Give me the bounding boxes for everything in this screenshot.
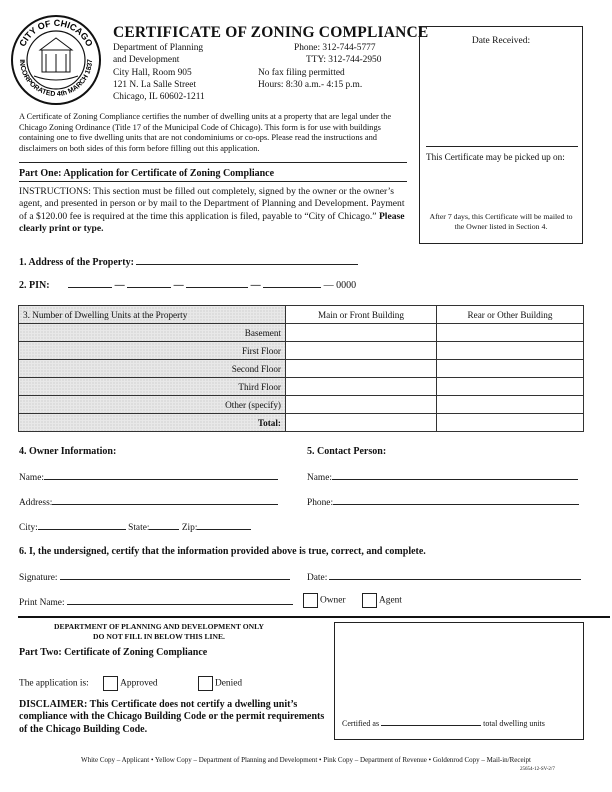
signature-field	[19, 570, 290, 583]
table-header-rear: Rear or Other Building	[437, 306, 584, 324]
intro-text: A Certificate of Zoning Compliance certifies the number of dwelling units at a property that are legal under the Chicago Zoning Ordinance (Title 17 of the Municipal Code of Chicago). This form is for use with buildings containing one to five dwelling units that are not condominiums or co-ops. Please read the instructions and disclaimers on both sides of this form before filling out this application.	[19, 112, 392, 153]
rear-building-cell[interactable]	[437, 378, 584, 396]
pin-segment-input[interactable]	[186, 278, 248, 288]
dwelling-units-table	[18, 305, 584, 432]
agent-checkbox-field	[362, 593, 402, 608]
contact-phone-input[interactable]	[333, 495, 579, 505]
part-two-title: Part Two: Certificate of Zoning Compliance	[19, 647, 208, 658]
dept-line: Department of Planning	[113, 43, 204, 53]
owner-name-input[interactable]	[44, 470, 278, 480]
contact-phone-field	[307, 495, 579, 508]
tty-number: TTY: 312-744-2950	[306, 55, 382, 66]
owner-address-label: Address:	[19, 498, 53, 508]
instructions-emphasis: Please clearly print or type.	[19, 210, 405, 235]
fax-note: No fax filing permitted	[258, 67, 345, 78]
dept-line: City Hall, Room 905	[113, 67, 192, 78]
row-label: Second Floor	[19, 360, 286, 378]
main-building-cell[interactable]	[286, 342, 437, 360]
pickup-divider	[426, 146, 578, 147]
print-name-label: Print Name:	[19, 598, 65, 608]
property-address-field	[19, 255, 358, 268]
divider	[19, 181, 407, 182]
application-status-field	[19, 676, 242, 691]
svg-text:INCORPORATED 4th MARCH 1837: INCORPORATED 4th MARCH 1837	[17, 59, 95, 99]
print-name-field	[19, 595, 293, 608]
property-address-label: 1. Address of the Property:	[19, 257, 134, 268]
contact-name-label: Name:	[307, 473, 332, 483]
date-received-label: Date Received:	[471, 36, 531, 46]
contact-name-field	[307, 470, 578, 483]
certified-units-input[interactable]	[381, 716, 481, 726]
pin-segment-input[interactable]	[127, 278, 171, 288]
dept-line: 121 N. La Salle Street	[113, 79, 197, 90]
form-number: 25654-12-SV-2/7	[520, 767, 555, 772]
owner-name-label: Name:	[19, 473, 44, 483]
rear-building-cell[interactable]	[437, 360, 584, 378]
row-label: First Floor	[19, 342, 286, 360]
owner-checkbox[interactable]	[303, 593, 318, 608]
pin-segment-input[interactable]	[68, 278, 112, 288]
pin-field: 2. PIN: — — — — 0000	[19, 280, 357, 291]
owner-section-title: 4. Owner Information:	[19, 446, 117, 457]
row-label: Third Floor	[19, 378, 286, 396]
certified-units-field	[342, 716, 545, 728]
dept-only-notice	[20, 622, 298, 642]
mail-notice: After 7 days, this Certificate will be mailed to the Owner listed in Section 4.	[429, 212, 573, 231]
copy-distribution-footer: White Copy – Applicant • Yellow Copy – Department of Planning and Development • Pink Copy – Department of Revenue • Goldenrod Copy – Mail-in/Receipt	[80, 756, 532, 764]
rear-building-cell[interactable]	[437, 342, 584, 360]
phone-number: Phone: 312-744-5777	[294, 43, 376, 53]
pin-suffix: — 0000	[323, 280, 357, 291]
total-units-label: total dwelling units	[483, 719, 545, 728]
certify-statement: 6. I, the undersigned, certify that the information provided above is true, correct, and complete.	[19, 546, 426, 557]
owner-state-input[interactable]	[149, 520, 179, 530]
signature-input[interactable]	[60, 570, 290, 580]
main-building-cell[interactable]	[286, 360, 437, 378]
dept-only-line: DO NOT FILL IN BELOW THIS LINE.	[93, 632, 225, 641]
table-row	[19, 414, 584, 432]
row-label-total: Total:	[19, 414, 286, 432]
date-field	[307, 570, 581, 583]
contact-section-title: 5. Contact Person:	[307, 446, 387, 457]
office-hours: Hours: 8:30 a.m.- 4:15 p.m.	[258, 79, 363, 90]
contact-phone-label: Phone:	[307, 498, 334, 508]
table-row	[19, 342, 584, 360]
row-label: Basement	[19, 324, 286, 342]
signature-label: Signature:	[19, 573, 58, 583]
application-status-label: The application is:	[19, 678, 89, 689]
approved-label: Approved	[120, 678, 158, 689]
table-row	[19, 360, 584, 378]
owner-checkbox-field	[303, 593, 346, 608]
main-building-cell[interactable]	[286, 378, 437, 396]
agent-checkbox-label: Agent	[379, 595, 402, 606]
part-one-title: Part One: Application for Certificate of Zoning Compliance	[19, 168, 275, 179]
dept-line: and Development	[113, 55, 180, 66]
print-name-input[interactable]	[67, 595, 293, 605]
form-title: CERTIFICATE OF ZONING COMPLIANCE	[113, 24, 429, 41]
main-building-cell[interactable]	[286, 396, 437, 414]
contact-info	[258, 42, 381, 91]
table-header-row	[19, 306, 584, 324]
owner-city-input[interactable]	[38, 520, 126, 530]
rear-building-cell[interactable]	[437, 396, 584, 414]
owner-zip-label: Zip:	[181, 523, 198, 533]
owner-address-field	[19, 495, 278, 508]
owner-checkbox-label: Owner	[320, 595, 346, 606]
agent-checkbox[interactable]	[362, 593, 377, 608]
property-address-input[interactable]	[136, 255, 358, 265]
table-row	[19, 324, 584, 342]
section-divider	[18, 616, 610, 618]
main-building-total-cell[interactable]	[286, 414, 437, 432]
owner-state-label: State:	[128, 523, 150, 533]
pin-label: 2. PIN:	[19, 280, 50, 291]
certified-as-label: Certified as	[342, 719, 380, 728]
main-building-cell[interactable]	[286, 324, 437, 342]
table-row	[19, 396, 584, 414]
contact-name-input[interactable]	[332, 470, 578, 480]
owner-name-field	[19, 470, 278, 483]
rear-building-cell[interactable]	[437, 324, 584, 342]
disclaimer: DISCLAIMER: This Certificate does not certify a dwelling unit’s compliance with the Chicago Building Code or the permit requirements of the Chicago Building Code.	[19, 699, 325, 735]
divider	[19, 162, 407, 163]
owner-zip-input[interactable]	[197, 520, 251, 530]
date-input[interactable]	[329, 570, 581, 580]
row-label: Other (specify)	[19, 396, 286, 414]
instructions-text: INSTRUCTIONS: This section must be filled out completely, signed by the owner or the owner’s agent, and presented in person or by mail to the Department of Planning and Development. Payment of a $120.00 fee is required at the time this application is filed, payable to “City of Chicago.”	[19, 186, 405, 222]
approved-checkbox[interactable]	[103, 676, 118, 691]
pin-segment-input[interactable]	[263, 278, 321, 288]
city-seal-logo	[10, 14, 102, 106]
owner-city-field	[19, 520, 251, 533]
table-header-units: 3. Number of Dwelling Units at the Property	[19, 306, 286, 324]
table-header-main: Main or Front Building	[286, 306, 437, 324]
table-row	[19, 378, 584, 396]
dept-line: Chicago, IL 60602-1211	[113, 92, 205, 103]
denied-label: Denied	[214, 678, 243, 689]
owner-city-label: City:	[19, 523, 38, 533]
denied-checkbox[interactable]	[198, 676, 213, 691]
department-address	[113, 42, 205, 103]
svg-text:CITY OF CHICAGO: CITY OF CHICAGO	[17, 17, 95, 49]
pickup-label: This Certificate may be picked up on:	[426, 152, 565, 162]
owner-address-input[interactable]	[52, 495, 278, 505]
rear-building-total-cell[interactable]	[437, 414, 584, 432]
instructions	[19, 186, 411, 236]
dept-only-line: DEPARTMENT OF PLANNING AND DEVELOPMENT ONLY	[54, 622, 264, 631]
date-label: Date:	[307, 573, 328, 583]
